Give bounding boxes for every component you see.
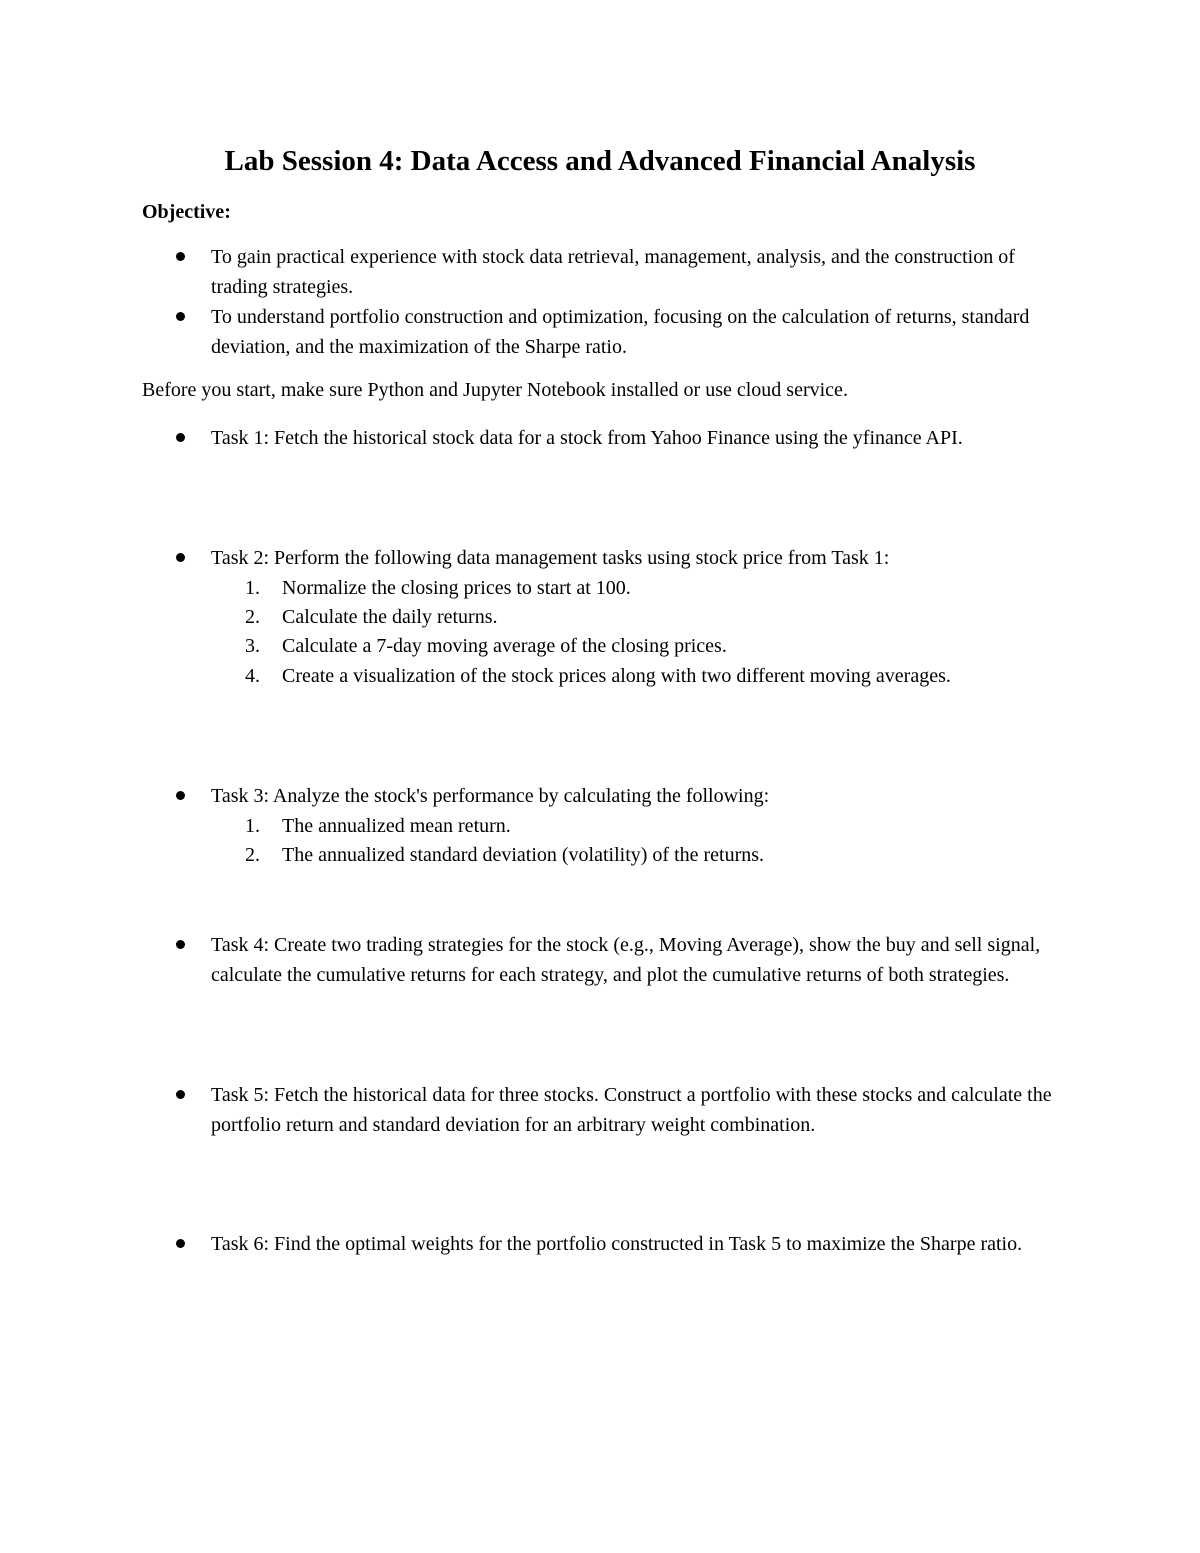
bullet-icon	[176, 1090, 185, 1099]
subtask-text: The annualized mean return.	[282, 815, 511, 837]
task-text: Task 3: Analyze the stock's performance by calculating the following:	[211, 785, 770, 807]
subtask-text: Normalize the closing prices to start at 100.	[282, 577, 631, 599]
intro-paragraph: Before you start, make sure Python and Jupyter Notebook installed or use cloud service.	[142, 379, 848, 401]
bullet-icon	[176, 312, 185, 321]
page-title: Lab Session 4: Data Access and Advanced Financial Analysis	[224, 145, 976, 177]
bullet-icon	[176, 940, 185, 949]
bullet-icon	[176, 553, 185, 562]
subtask-number: 4.	[245, 665, 260, 687]
objective-text: To understand portfolio construction and optimization, focusing on the calculation of returns, standard deviation, and the maximization of the Sharpe ratio.	[211, 306, 1030, 358]
bullet-icon	[176, 433, 185, 442]
subtask-text: Create a visualization of the stock prices along with two different moving averages.	[282, 665, 951, 687]
bullet-icon	[176, 791, 185, 800]
subtask-text: Calculate the daily returns.	[282, 606, 498, 628]
task-text: Task 1: Fetch the historical stock data for a stock from Yahoo Finance using the yfinance API.	[211, 427, 963, 449]
subtask-number: 1.	[245, 815, 260, 837]
subtask-number: 1.	[245, 577, 260, 599]
task-text: Task 2: Perform the following data management tasks using stock price from Task 1:	[211, 547, 890, 569]
task-text: Task 5: Fetch the historical data for three stocks. Construct a portfolio with these stocks and calculate the portfolio return and standard deviation for an arbitrary weight combination.	[211, 1084, 1052, 1136]
subtask-number: 3.	[245, 635, 260, 657]
objective-text: To gain practical experience with stock data retrieval, management, analysis, and the construction of trading strategies.	[211, 246, 1015, 298]
objective-label: Objective:	[142, 201, 231, 223]
subtask-number: 2.	[245, 844, 260, 866]
bullet-icon	[176, 1239, 185, 1248]
task-text: Task 4: Create two trading strategies for the stock (e.g., Moving Average), show the buy and sell signal, calculate the cumulative returns for each strategy, and plot the cumulative returns of both strategies.	[211, 934, 1041, 986]
subtask-text: The annualized standard deviation (volatility) of the returns.	[282, 844, 765, 866]
task-text: Task 6: Find the optimal weights for the portfolio constructed in Task 5 to maximize the Sharpe ratio.	[211, 1233, 1023, 1255]
bullet-icon	[176, 252, 185, 261]
subtask-number: 2.	[245, 606, 260, 628]
subtask-text: Calculate a 7-day moving average of the closing prices.	[282, 635, 727, 657]
